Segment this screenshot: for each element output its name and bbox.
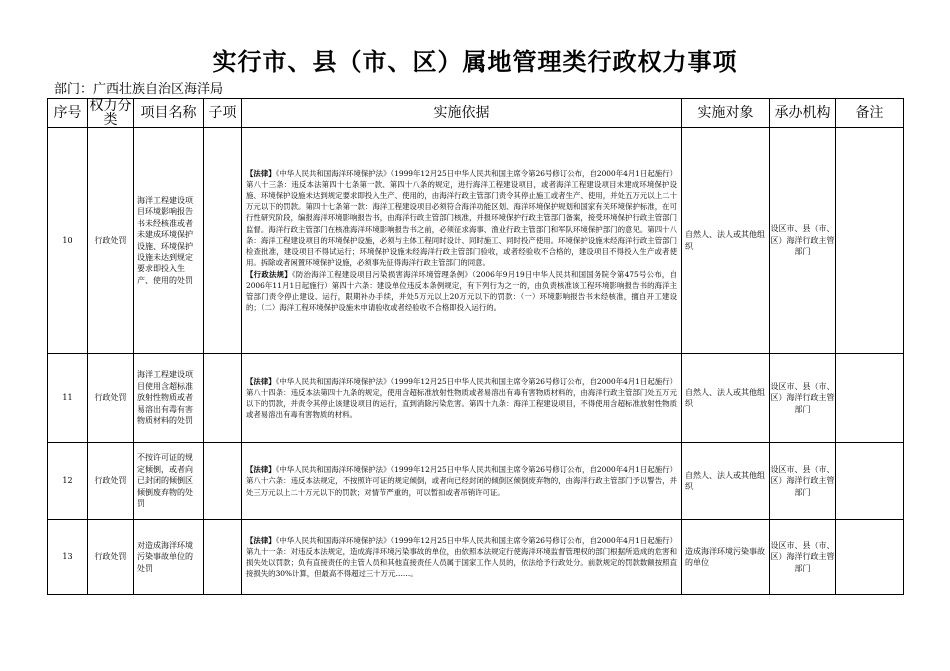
power-items-table — [47, 98, 904, 595]
basis-text: 《防治海洋工程建设项目污染损害海洋环境管理条例》（2006年9月19日中华人民共和国国务院令第475号公布，自2006年11月1日起施行）第四十六条：建设单位违反本条例规定，有下列行为之一的，由负责核准该工程环境影响报告书的海洋主管部门责令停止建设、运行，限期补办手续，并处5万元以上20万元以下的罚款：（一）环境影响报告书未经核准，擅自开工建设的；（二）海洋工程环境保护设施未申请验收或者经验收不合格即投入运行的。 — [246, 269, 677, 313]
header-sub: 子项 — [204, 99, 242, 128]
header-name: 项目名称 — [134, 99, 204, 128]
basis-paragraph — [246, 464, 677, 498]
row-agency: 设区市、县（市、区）海洋行政主管部门 — [770, 520, 836, 595]
row-remark — [836, 443, 904, 520]
basis-tag: 【行政法规】 — [246, 269, 292, 279]
row-sub — [204, 128, 242, 354]
table-row — [48, 443, 904, 520]
basis-tag: 【法律】 — [246, 376, 276, 386]
basis-paragraph — [246, 168, 677, 269]
row-basis — [242, 354, 682, 443]
row-name: 对造成海洋环境污染事故单位的处罚 — [134, 520, 204, 595]
basis-text: 《中华人民共和国海洋环境保护法》（1999年12月25日中华人民共和国主席令第26号修订公布，自2000年4月1日起施行） 第九十一条：对违反本法规定，造成海洋环境污染事故的单位，由依照本法规定行使海洋环境监督管理权的部门根据所造成的危害和损失处以罚款；负有直接责任的主管人员和其他直接责任人员属于国家工作人员的，依法给予行政处分。前款规定的罚款数额按照直接损失的30%计算，但最高不得超过三十万元……。 — [246, 535, 677, 579]
basis-text: 《中华人民共和国海洋环境保护法》（1999年12月25日中华人民共和国主席令第26号修订公布，自2000年4月1日起施行） 第八十四条：违反本法第四十九条的规定，使用含超标准放射性物质或者易溶出有毒有害物质材料的，由海洋行政主管部门处五万元以下的罚款，并责令其停止该建设项目的运行，直到消除污染危害。第四十九条：海洋工程建设项目，不得使用含超标准放射性物质或者易溶出有毒有害物质的材料。 — [246, 376, 677, 420]
basis-text: 《中华人民共和国海洋环境保护法》（1999年12月25日中华人民共和国主席令第26号修订公布，自2000年4月1日起施行） 第八十六条：违反本法规定，不按照许可证的规定倾倒，或者向已经封闭的倾倒区倾倒废弃物的，由海洋行政主管部门予以警告，并处三万元以上二十万元以下的罚款；对情节严重的，可以暂扣或者吊销许可证。 — [246, 465, 677, 497]
table-row — [48, 128, 904, 354]
basis-tag: 【法律】 — [246, 465, 276, 475]
header-agency: 承办机构 — [770, 99, 836, 128]
row-remark — [836, 520, 904, 595]
row-name: 海洋工程建设项目使用含超标准放射性物质或者易溶出有毒有害物质材料的处罚 — [134, 354, 204, 443]
table-header-row — [48, 99, 904, 128]
row-target: 造成海洋环境污染事故的单位 — [682, 520, 770, 595]
basis-paragraph — [246, 535, 677, 580]
row-category: 行政处罚 — [88, 443, 134, 520]
header-target: 实施对象 — [682, 99, 770, 128]
row-target: 自然人、法人或其他组织 — [682, 128, 770, 354]
table-row — [48, 354, 904, 443]
row-sub — [204, 354, 242, 443]
table-row — [48, 520, 904, 595]
basis-tag: 【法律】 — [246, 535, 276, 545]
row-category: 行政处罚 — [88, 520, 134, 595]
row-agency: 设区市、县（市、区）海洋行政主管部门 — [770, 443, 836, 520]
row-target: 自然人、法人或其他组织 — [682, 354, 770, 443]
header-no: 序号 — [48, 99, 88, 128]
basis-paragraph — [246, 376, 677, 421]
row-agency: 设区市、县（市、区）海洋行政主管部门 — [770, 354, 836, 443]
header-basis: 实施依据 — [242, 99, 682, 128]
row-no: 10 — [48, 128, 88, 354]
department-label: 部门：广西壮族自治区海洋局 — [54, 82, 224, 97]
row-remark — [836, 354, 904, 443]
row-no: 11 — [48, 354, 88, 443]
row-no: 13 — [48, 520, 88, 595]
row-remark — [836, 128, 904, 354]
row-name: 海洋工程建设项目环境影响报告书未经核准或者未建成环境保护设施、环境保护设施未达到规定要求即投入生产、使用的处罚 — [134, 128, 204, 354]
row-basis — [242, 443, 682, 520]
row-agency: 设区市、县（市、区）海洋行政主管部门 — [770, 128, 836, 354]
basis-tag: 【法律】 — [246, 168, 276, 178]
page-title: 实行市、县（市、区）属地管理类行政权力事项 — [212, 47, 738, 76]
row-target: 自然人、法人或其他组织 — [682, 443, 770, 520]
row-name: 不按许可证的规定倾倒，或者向已封闭的倾倒区倾倒废弃物的处罚 — [134, 443, 204, 520]
row-no: 12 — [48, 443, 88, 520]
row-basis — [242, 128, 682, 354]
basis-paragraph — [246, 269, 677, 314]
row-sub — [204, 443, 242, 520]
header-category: 权力分类 — [89, 98, 132, 128]
basis-text: 《中华人民共和国海洋环境保护法》（1999年12月25日中华人民共和国主席令第26号修订公布，自2000年4月1日起施行） 第八十三条：违反本法第四十七条第一款、第四十八条的规定，进行海洋工程建设项目，或者海洋工程建设项目未建成环境保护设施、环境保护设施未达到规定要求即投入生产、使用的，由海洋行政主管部门责令其停止施工或者生产、使用，并处五万元以上二十万元以下的罚款。第四十七条第一款：海洋工程建设项目必须符合海洋功能区划、海洋环境保护规划和国家有关环境保护标准，在可行性研究阶段，编报海洋环境影响报告书，由海洋行政主管部门核准，并报环境保护行政主管部门备案，接受环境保护行政主管部门监督。海洋行政主管部门在核准海洋环境影响报告书之前，必须征求海事、渔业行政主管部门和军队环境保护部门的意见。第四十八条：海洋工程建设项目的环境保护设施，必须与主体工程同时设计、同时施工、同时投产使用。环境保护设施未经海洋行政主管部门检查批准，建设项目不得试运行；环境保护设施未经海洋行政主管部门验收，或者经验收不合格的，建设项目不得投入生产或者使用。拆除或者闲置环境保护设施，必须事先征得海洋行政主管部门的同意。 — [246, 168, 677, 268]
row-basis — [242, 520, 682, 595]
row-category: 行政处罚 — [88, 128, 134, 354]
header-remark: 备注 — [836, 99, 904, 128]
row-sub — [204, 520, 242, 595]
row-category: 行政处罚 — [88, 354, 134, 443]
